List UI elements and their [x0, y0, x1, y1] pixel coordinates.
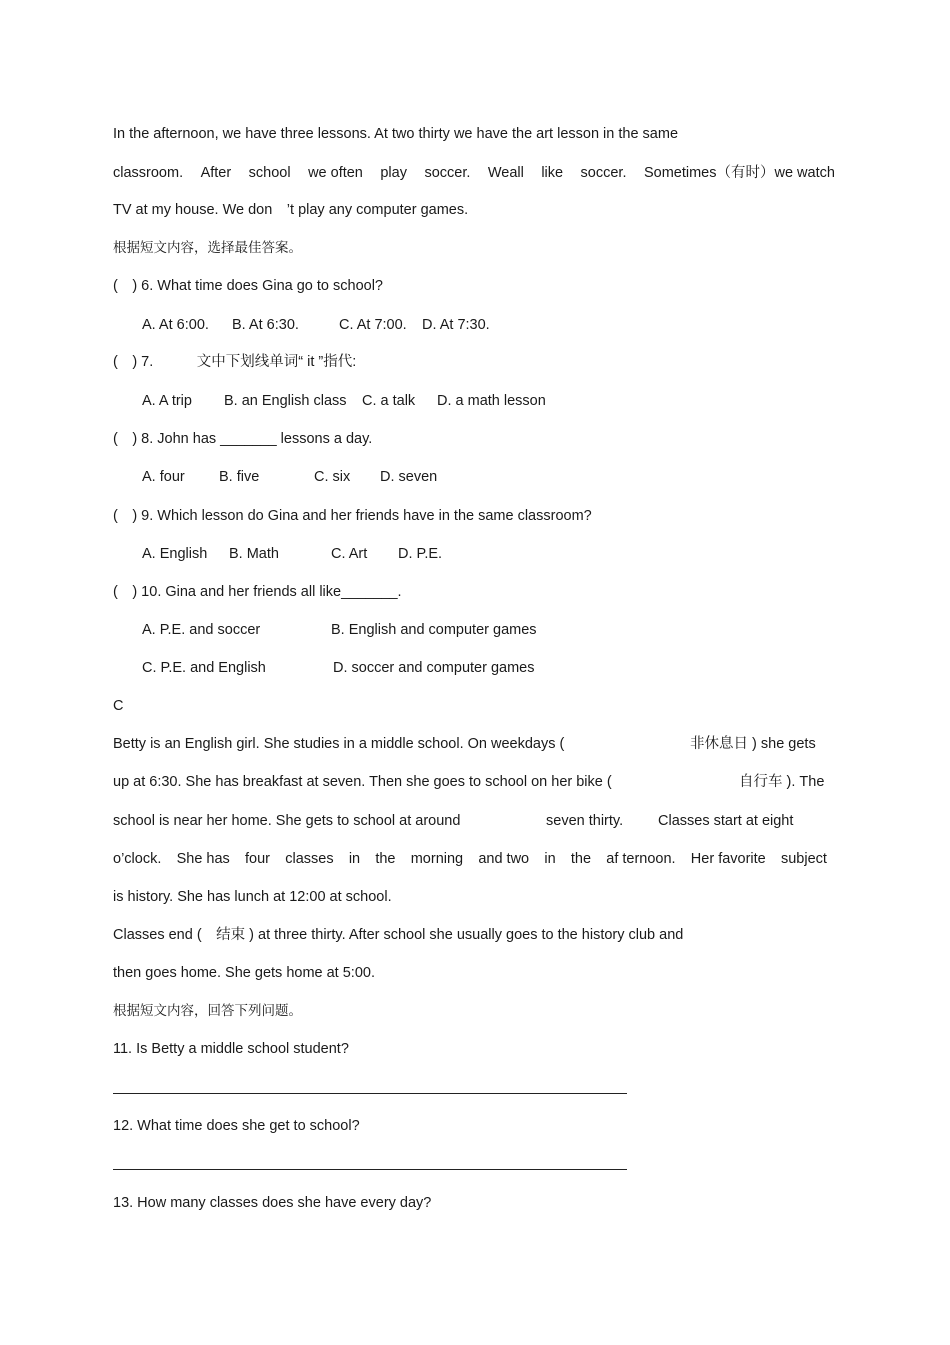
question-10: ( ) 10. Gina and her friends all like_______. — [113, 584, 402, 600]
word: o’clock. — [113, 851, 162, 867]
option-8d: D. seven — [380, 469, 438, 485]
section-heading-c: C — [113, 698, 124, 714]
answer-line-11[interactable] — [113, 1093, 627, 1094]
passage-c-line-2-gloss: 自行车 ). The — [739, 774, 825, 790]
word: Sometimes（有时）we watch — [643, 165, 835, 181]
word: like — [541, 165, 564, 181]
word: in — [348, 851, 361, 867]
passage-c-line-1: Betty is an English girl. She studies in a middle school. On weekdays ( — [113, 736, 565, 752]
instruction-c: 根据短文内容，回答下列问题。 — [113, 1003, 302, 1019]
word: subject — [780, 851, 827, 867]
word: Her favorite — [690, 851, 766, 867]
option-9b: B. Math — [229, 546, 279, 562]
question-8: ( ) 8. John has _______ lessons a day. — [113, 431, 373, 447]
question-12: 12. What time does she get to school? — [113, 1118, 360, 1134]
passage-c-line-3a: school is near her home. She gets to school at around — [113, 813, 461, 829]
option-10a: A. P.E. and soccer — [142, 622, 261, 638]
word: morning — [410, 851, 464, 867]
question-9: ( ) 9. Which lesson do Gina and her friends have in the same classroom? — [113, 508, 592, 524]
word: Weall — [487, 165, 524, 181]
option-7d: D. a math lesson — [437, 393, 546, 409]
option-10b: B. English and computer games — [331, 622, 537, 638]
question-6: ( ) 6. What time does Gina go to school? — [113, 278, 383, 294]
option-7a: A. A trip — [142, 393, 192, 409]
word: soccer. — [424, 165, 471, 181]
word: we often — [308, 165, 363, 181]
passage-c-line-4 — [113, 849, 827, 869]
word: and two — [478, 851, 530, 867]
word: classroom. — [113, 165, 184, 181]
passage-c-line-1-gloss: 非休息日 ) she gets — [690, 736, 816, 752]
passage-c-line-6: Classes end ( 结束 ) at three thirty. After school she usually goes to the history club and — [113, 927, 684, 943]
option-7b: B. an English class — [224, 393, 347, 409]
passage-c-line-5: is history. She has lunch at 12:00 at school. — [113, 889, 392, 905]
option-6a: A. At 6:00. — [142, 317, 209, 333]
passage-line-2 — [113, 163, 835, 183]
option-8b: B. five — [219, 469, 260, 485]
instruction-b: 根据短文内容，选择最佳答案。 — [113, 240, 302, 256]
answer-line-12[interactable] — [113, 1169, 627, 1170]
option-6b: B. At 6:30. — [232, 317, 299, 333]
option-8c: C. six — [314, 469, 351, 485]
word: af ternoon. — [606, 851, 676, 867]
word: the — [570, 851, 592, 867]
option-10c: C. P.E. and English — [142, 660, 266, 676]
word: After — [200, 165, 232, 181]
passage-c-line-3c: Classes start at eight — [658, 813, 794, 829]
word: school — [248, 165, 291, 181]
option-7c: C. a talk — [362, 393, 416, 409]
option-6c: C. At 7:00. — [339, 317, 407, 333]
passage-line-1: In the afternoon, we have three lessons. At two thirty we have the art lesson in the same — [113, 126, 679, 142]
question-13: 13. How many classes does she have every day? — [113, 1195, 432, 1211]
question-7: ( ) 7. 文中下划线单词“ it ”指代: — [113, 354, 357, 370]
word: classes — [285, 851, 334, 867]
option-6d: D. At 7:30. — [422, 317, 490, 333]
option-10d: D. soccer and computer games — [333, 660, 535, 676]
passage-c-line-3b: seven thirty. — [546, 813, 624, 829]
option-8a: A. four — [142, 469, 185, 485]
word: She has — [176, 851, 230, 867]
passage-c-line-7: then goes home. She gets home at 5:00. — [113, 965, 375, 981]
passage-line-3: TV at my house. We don ’t play any computer games. — [113, 202, 469, 218]
word: four — [245, 851, 271, 867]
word: play — [380, 165, 407, 181]
word: the — [375, 851, 396, 867]
option-9a: A. English — [142, 546, 208, 562]
passage-c-line-2: up at 6:30. She has breakfast at seven. Then she goes to school on her bike ( — [113, 774, 612, 790]
question-11: 11. Is Betty a middle school student? — [113, 1041, 349, 1057]
option-9d: D. P.E. — [398, 546, 443, 562]
word: soccer. — [580, 165, 627, 181]
word: in — [544, 851, 556, 867]
option-9c: C. Art — [331, 546, 368, 562]
